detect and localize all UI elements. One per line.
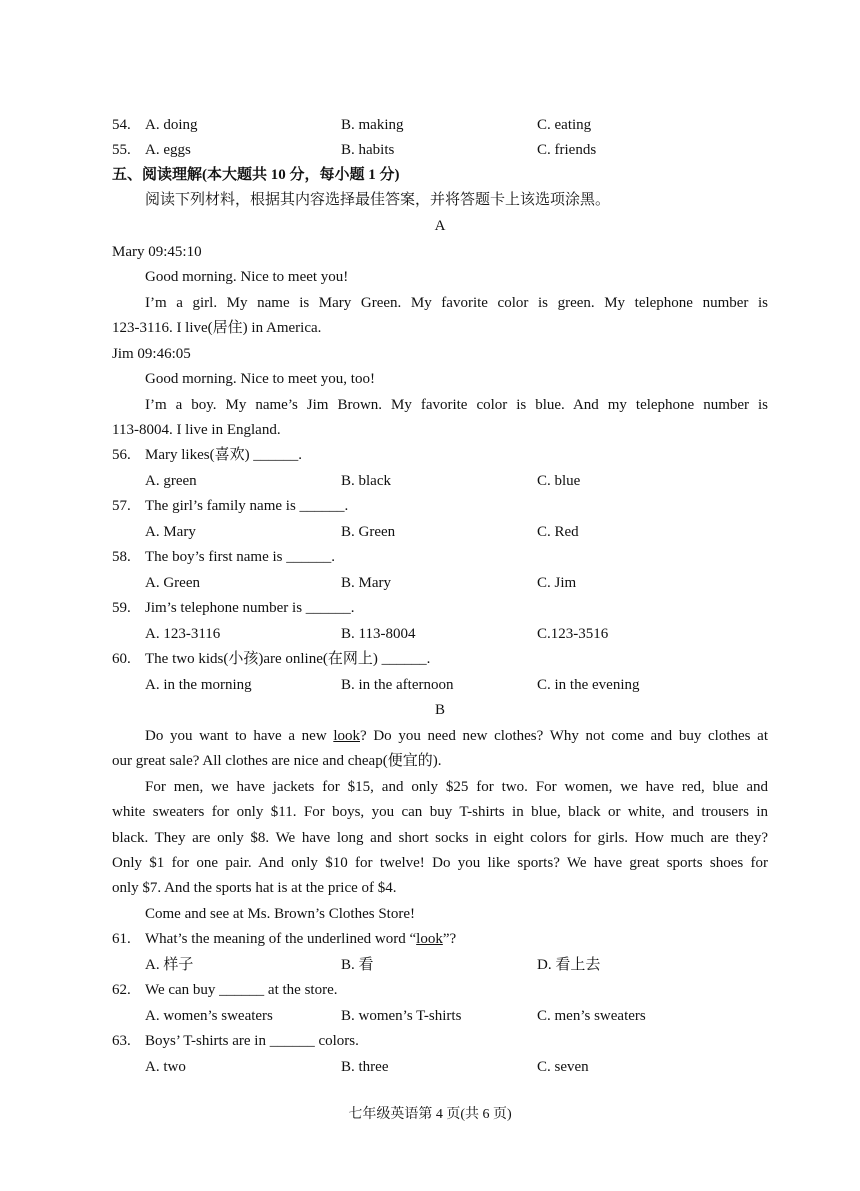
passage-b-label: B (434, 702, 445, 718)
question-59-options (112, 622, 768, 647)
option-c: C. Red (537, 524, 579, 540)
question-text: Boys’ T-shirts are in ______ colors. (145, 1033, 359, 1049)
option-a: A. Mary (145, 524, 196, 540)
question-56-options (112, 469, 768, 494)
question-57 (112, 494, 768, 519)
question-61-options (112, 953, 768, 978)
question-number: 56. (112, 447, 131, 463)
question-text: The boy’s first name is ______. (145, 549, 335, 565)
question-text: The girl’s family name is ______. (145, 498, 349, 514)
option-c: C. seven (537, 1059, 589, 1075)
jim-greeting: Good morning. Nice to meet you, too! (145, 371, 375, 387)
question-text: Mary likes(喜欢) ______. (145, 447, 303, 463)
option-b: B. 113-8004 (341, 626, 416, 642)
mary-text-line: 123-3116. I live(居住) in America. (112, 320, 322, 336)
option-c: C. in the evening (537, 677, 640, 693)
question-number: 61. (112, 931, 131, 947)
option-b: B. in the afternoon (341, 677, 454, 693)
option-a: A. green (145, 473, 197, 489)
passage-b-line: only $7. And the sports hat is at the price of $4. (112, 880, 397, 896)
option-c: C. men’s sweaters (537, 1008, 646, 1024)
option-b: B. Green (341, 524, 396, 540)
underlined-word: look (416, 931, 443, 947)
option-b: B. habits (341, 142, 395, 158)
question-text: Jim’s telephone number is ______. (145, 600, 355, 616)
mary-header: Mary 09:45:10 (112, 244, 202, 260)
option-a: A. two (145, 1059, 186, 1075)
question-60 (112, 647, 768, 672)
question-54 (112, 113, 768, 138)
option-c: C. Jim (537, 575, 577, 591)
option-a: A. doing (145, 117, 198, 133)
option-c: C. eating (537, 117, 592, 133)
question-number: 55. (112, 142, 131, 158)
question-59 (112, 596, 768, 621)
option-a: A. in the morning (145, 677, 252, 693)
option-b: B. women’s T-shirts (341, 1008, 462, 1024)
option-a: A. 样子 (145, 957, 194, 973)
mary-greeting: Good morning. Nice to meet you! (145, 269, 349, 285)
question-63-options (112, 1055, 768, 1080)
question-58 (112, 545, 768, 570)
question-57-options (112, 520, 768, 545)
underlined-word: look (333, 728, 360, 744)
passage-b-line: For men, we have jackets for $15, and only $25 for two. For women, we have red, blue and (145, 779, 768, 795)
option-a: A. Green (145, 575, 200, 591)
question-number: 57. (112, 498, 131, 514)
question-60-options (112, 673, 768, 698)
question-56 (112, 443, 768, 468)
question-number: 58. (112, 549, 131, 565)
option-c: C. friends (537, 142, 597, 158)
option-a: A. 123-3116 (145, 626, 221, 642)
passage-b-line: Only $1 for one pair. And only $10 for twelve! Do you like sports? We have great sports shoes for (112, 855, 768, 871)
question-number: 54. (112, 117, 131, 133)
question-62-options (112, 1004, 768, 1029)
option-b: B. black (341, 473, 391, 489)
question-61 (112, 927, 768, 952)
question-number: 63. (112, 1033, 131, 1049)
question-text: The two kids(小孩)are online(在网上) ______. (145, 651, 431, 667)
passage-b-line: our great sale? All clothes are nice and cheap(便宜的). (112, 753, 442, 769)
question-number: 59. (112, 600, 131, 616)
option-b: B. 看 (341, 957, 374, 973)
jim-text-line: 113-8004. I live in England. (112, 422, 281, 438)
question-63 (112, 1029, 768, 1054)
question-text-part: ”? (442, 931, 457, 947)
option-a: A. eggs (145, 142, 191, 158)
passage-b-line: Come and see at Ms. Brown’s Clothes Store! (145, 906, 415, 922)
passage-b-line: white sweaters for only $11. For boys, you can buy T-shirts in blue, black or white, and trousers in (112, 804, 768, 820)
passage-text: Do you want to have a new (145, 728, 334, 744)
section-instruction: 阅读下列材料，根据其内容选择最佳答案，并将答题卡上该选项涂黑。 (145, 192, 611, 208)
question-55 (112, 138, 768, 163)
question-text (145, 927, 456, 952)
passage-b-line: black. They are only $8. We have long and short socks in eight colors for girls. How much are they? (112, 830, 768, 846)
jim-header: Jim 09:46:05 (112, 346, 191, 362)
question-number: 62. (112, 982, 131, 998)
option-b: B. Mary (341, 575, 391, 591)
option-b: B. making (341, 117, 404, 133)
option-a: A. women’s sweaters (145, 1008, 273, 1024)
option-c: C.123-3516 (537, 626, 609, 642)
question-text-part: What’s the meaning of the underlined word “ (145, 931, 417, 947)
jim-text-line: I’m a boy. My name’s Jim Brown. My favorite color is blue. And my telephone number is (145, 397, 768, 413)
mary-text-line: I’m a girl. My name is Mary Green. My favorite color is green. My telephone number is (145, 295, 768, 311)
passage-a-label: A (434, 218, 446, 234)
option-b: B. three (341, 1059, 389, 1075)
option-c: C. blue (537, 473, 581, 489)
page-footer: 七年级英语第 4 页(共 6 页) (348, 1107, 512, 1122)
section-title: 五、阅读理解(本大题共 10 分，每小题 1 分) (112, 167, 400, 183)
passage-b-line (145, 724, 768, 749)
question-62 (112, 978, 768, 1003)
option-d: D. 看上去 (537, 957, 601, 973)
passage-text: ? Do you need new clothes? Why not come and buy clothes at (360, 728, 769, 744)
question-text: We can buy ______ at the store. (145, 982, 338, 998)
question-number: 60. (112, 651, 131, 667)
question-58-options (112, 571, 768, 596)
